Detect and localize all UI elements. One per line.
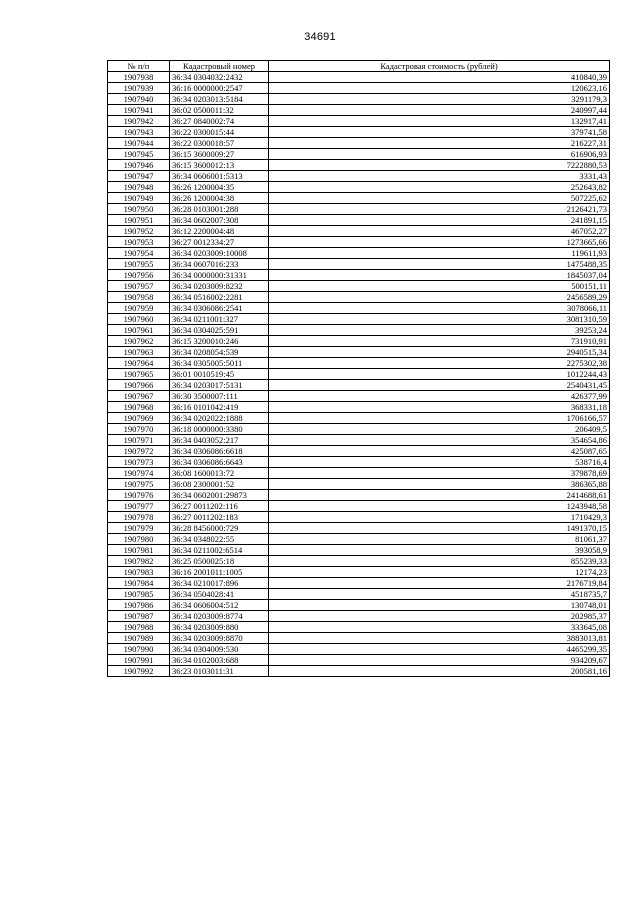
cadastral-value-cell: 410840,39 (269, 72, 610, 83)
cadastral-number-cell: 36:30 3500007:111 (170, 391, 269, 402)
row-number-cell: 1907984 (108, 578, 170, 589)
table-row (108, 358, 610, 369)
row-number-cell: 1907952 (108, 226, 170, 237)
cadastral-number-cell: 36:34 0606004:512 (170, 600, 269, 611)
row-number-cell: 1907955 (108, 259, 170, 270)
cadastral-number-cell: 36:34 0602001:29873 (170, 490, 269, 501)
cadastral-number-cell: 36:34 0306086:2541 (170, 303, 269, 314)
table-row (108, 446, 610, 457)
table-row (108, 391, 610, 402)
cadastral-value-cell: 2540431,45 (269, 380, 610, 391)
cadastral-value-cell: 1845037,04 (269, 270, 610, 281)
cadastral-number-cell: 36:26 1200004:35 (170, 182, 269, 193)
cadastral-value-cell: 2176719,84 (269, 578, 610, 589)
cadastral-value-cell: 120623,16 (269, 83, 610, 94)
row-number-cell: 1907968 (108, 402, 170, 413)
table-row (108, 171, 610, 182)
cadastral-value-cell: 1243948,58 (269, 501, 610, 512)
cadastral-number-cell: 36:27 0012334:27 (170, 237, 269, 248)
row-number-cell: 1907964 (108, 358, 170, 369)
cadastral-value-cell: 241891,15 (269, 215, 610, 226)
cadastral-value-cell: 1273665,66 (269, 237, 610, 248)
cadastral-number-cell: 36:34 0211001:327 (170, 314, 269, 325)
row-number-cell: 1907967 (108, 391, 170, 402)
cadastral-value-cell: 507225,62 (269, 193, 610, 204)
row-number-cell: 1907983 (108, 567, 170, 578)
table-row (108, 534, 610, 545)
cadastral-number-cell: 36:22 0300015:44 (170, 127, 269, 138)
cadastral-value-cell: 2456589,29 (269, 292, 610, 303)
cadastral-number-cell: 36:27 0011202:183 (170, 512, 269, 523)
column-header-cadastral-number: Кадастровый номер (170, 61, 269, 72)
cadastral-number-cell: 36:16 0000000:2547 (170, 83, 269, 94)
row-number-cell: 1907941 (108, 105, 170, 116)
table-row (108, 336, 610, 347)
table-row (108, 314, 610, 325)
row-number-cell: 1907985 (108, 589, 170, 600)
cadastral-value-cell: 379741,58 (269, 127, 610, 138)
cadastral-number-cell: 36:01 0010519:45 (170, 369, 269, 380)
cadastral-number-cell: 36:08 2300001:52 (170, 479, 269, 490)
cadastral-value-cell: 731910,91 (269, 336, 610, 347)
row-number-cell: 1907979 (108, 523, 170, 534)
table-row (108, 160, 610, 171)
table-row (108, 633, 610, 644)
row-number-cell: 1907947 (108, 171, 170, 182)
table-row (108, 226, 610, 237)
table-row (108, 567, 610, 578)
row-number-cell: 1907990 (108, 644, 170, 655)
cadastral-value-cell: 616906,93 (269, 149, 610, 160)
cadastral-value-cell: 2414688,61 (269, 490, 610, 501)
cadastral-number-cell: 36:34 0403052:217 (170, 435, 269, 446)
table-row (108, 402, 610, 413)
cadastral-number-cell: 36:26 1200004:38 (170, 193, 269, 204)
cadastral-value-cell: 206409,5 (269, 424, 610, 435)
cadastral-value-cell: 216227,31 (269, 138, 610, 149)
row-number-cell: 1907980 (108, 534, 170, 545)
cadastral-value-cell: 354654,86 (269, 435, 610, 446)
cadastral-number-cell: 36:34 0211002:6514 (170, 545, 269, 556)
row-number-cell: 1907966 (108, 380, 170, 391)
table-row (108, 380, 610, 391)
row-number-cell: 1907946 (108, 160, 170, 171)
cadastral-value-cell: 368331,18 (269, 402, 610, 413)
table-row (108, 292, 610, 303)
table-row (108, 435, 610, 446)
cadastral-value-cell: 333645,08 (269, 622, 610, 633)
table-row (108, 83, 610, 94)
table-row (108, 369, 610, 380)
cadastral-number-cell: 36:25 0500025:18 (170, 556, 269, 567)
cadastral-value-cell: 12174,23 (269, 567, 610, 578)
cadastral-value-cell: 200581,16 (269, 666, 610, 677)
table-row (108, 468, 610, 479)
row-number-cell: 1907961 (108, 325, 170, 336)
row-number-cell: 1907958 (108, 292, 170, 303)
cadastral-value-table (107, 60, 610, 677)
table-row (108, 138, 610, 149)
row-number-cell: 1907948 (108, 182, 170, 193)
row-number-cell: 1907960 (108, 314, 170, 325)
cadastral-value-cell: 240997,44 (269, 105, 610, 116)
table-row (108, 325, 610, 336)
cadastral-value-cell: 202985,37 (269, 611, 610, 622)
row-number-cell: 1907944 (108, 138, 170, 149)
cadastral-value-cell: 4465299,35 (269, 644, 610, 655)
cadastral-number-cell: 36:34 0202022:1888 (170, 413, 269, 424)
cadastral-number-cell: 36:34 0203009:8870 (170, 633, 269, 644)
table-row (108, 193, 610, 204)
cadastral-value-cell: 2940515,34 (269, 347, 610, 358)
cadastral-number-cell: 36:12 2200004:48 (170, 226, 269, 237)
table-row (108, 556, 610, 567)
page-number: 34691 (304, 31, 336, 43)
table-row (108, 182, 610, 193)
cadastral-value-cell: 426377,99 (269, 391, 610, 402)
cadastral-number-cell: 36:28 8456000:729 (170, 523, 269, 534)
table-row (108, 281, 610, 292)
table-row (108, 644, 610, 655)
row-number-cell: 1907977 (108, 501, 170, 512)
cadastral-number-cell: 36:34 0504028:41 (170, 589, 269, 600)
cadastral-number-cell: 36:15 3600012:13 (170, 160, 269, 171)
cadastral-value-cell: 2126421,73 (269, 204, 610, 215)
cadastral-value-cell: 132917,41 (269, 116, 610, 127)
cadastral-number-cell: 36:34 0210017:896 (170, 578, 269, 589)
row-number-cell: 1907988 (108, 622, 170, 633)
row-number-cell: 1907981 (108, 545, 170, 556)
table-row (108, 600, 610, 611)
row-number-cell: 1907940 (108, 94, 170, 105)
cadastral-value-cell: 1475488,35 (269, 259, 610, 270)
table-body (108, 72, 610, 677)
table-row (108, 589, 610, 600)
cadastral-number-cell: 36:22 0300018:57 (170, 138, 269, 149)
cadastral-number-cell: 36:08 1600013:72 (170, 468, 269, 479)
row-number-cell: 1907970 (108, 424, 170, 435)
table-row (108, 501, 610, 512)
row-number-cell: 1907991 (108, 655, 170, 666)
cadastral-value-cell: 538716,4 (269, 457, 610, 468)
row-number-cell: 1907978 (108, 512, 170, 523)
row-number-cell: 1907992 (108, 666, 170, 677)
cadastral-value-cell: 393058,9 (269, 545, 610, 556)
row-number-cell: 1907942 (108, 116, 170, 127)
cadastral-number-cell: 36:34 0203009:8774 (170, 611, 269, 622)
column-header-number: № п/п (108, 61, 170, 72)
cadastral-number-cell: 36:34 0606001:5313 (170, 171, 269, 182)
table-row (108, 127, 610, 138)
table-row (108, 347, 610, 358)
cadastral-value-cell: 3078066,11 (269, 303, 610, 314)
row-number-cell: 1907986 (108, 600, 170, 611)
cadastral-number-cell: 36:34 0000000:31331 (170, 270, 269, 281)
cadastral-number-cell: 36:34 0304009:530 (170, 644, 269, 655)
row-number-cell: 1907959 (108, 303, 170, 314)
row-number-cell: 1907962 (108, 336, 170, 347)
row-number-cell: 1907975 (108, 479, 170, 490)
row-number-cell: 1907989 (108, 633, 170, 644)
row-number-cell: 1907953 (108, 237, 170, 248)
cadastral-value-cell: 252643,82 (269, 182, 610, 193)
cadastral-value-cell: 81061,37 (269, 534, 610, 545)
table-row (108, 204, 610, 215)
cadastral-number-cell: 36:34 0208054:539 (170, 347, 269, 358)
cadastral-number-cell: 36:34 0203017:5131 (170, 380, 269, 391)
table-row (108, 215, 610, 226)
table-row (108, 523, 610, 534)
table-row (108, 413, 610, 424)
table-row (108, 149, 610, 160)
cadastral-number-cell: 36:15 3200010:246 (170, 336, 269, 347)
cadastral-value-cell: 379878,69 (269, 468, 610, 479)
cadastral-value-cell: 934209,67 (269, 655, 610, 666)
row-number-cell: 1907963 (108, 347, 170, 358)
table-row (108, 72, 610, 83)
cadastral-value-cell: 39253,24 (269, 325, 610, 336)
cadastral-value-cell: 1012244,43 (269, 369, 610, 380)
cadastral-value-cell: 2275302,38 (269, 358, 610, 369)
cadastral-number-cell: 36:34 0306086:6643 (170, 457, 269, 468)
cadastral-number-cell: 36:16 0101042:419 (170, 402, 269, 413)
cadastral-value-cell: 130748,01 (269, 600, 610, 611)
cadastral-number-cell: 36:34 0304032:2432 (170, 72, 269, 83)
row-number-cell: 1907949 (108, 193, 170, 204)
table-row (108, 248, 610, 259)
row-number-cell: 1907982 (108, 556, 170, 567)
cadastral-value-cell: 1706166,57 (269, 413, 610, 424)
row-number-cell: 1907943 (108, 127, 170, 138)
cadastral-number-cell: 36:27 0840002:74 (170, 116, 269, 127)
cadastral-number-cell: 36:34 0203013:5184 (170, 94, 269, 105)
cadastral-number-cell: 36:34 0348022:55 (170, 534, 269, 545)
table-row (108, 622, 610, 633)
row-number-cell: 1907954 (108, 248, 170, 259)
table-header-row (108, 61, 610, 72)
cadastral-value-cell: 500151,11 (269, 281, 610, 292)
cadastral-value-cell: 1491370,15 (269, 523, 610, 534)
cadastral-number-cell: 36:15 3600009:27 (170, 149, 269, 160)
cadastral-number-cell: 36:28 0103001:288 (170, 204, 269, 215)
table-row (108, 545, 610, 556)
row-number-cell: 1907973 (108, 457, 170, 468)
cadastral-value-cell: 3081310,59 (269, 314, 610, 325)
row-number-cell: 1907972 (108, 446, 170, 457)
cadastral-number-cell: 36:34 0102003:688 (170, 655, 269, 666)
table-row (108, 303, 610, 314)
table-row (108, 490, 610, 501)
table-row (108, 259, 610, 270)
cadastral-value-cell: 7222880,53 (269, 160, 610, 171)
table-row (108, 479, 610, 490)
table-row (108, 655, 610, 666)
row-number-cell: 1907971 (108, 435, 170, 446)
row-number-cell: 1907950 (108, 204, 170, 215)
table-row (108, 105, 610, 116)
cadastral-number-cell: 36:34 0203009:10008 (170, 248, 269, 259)
row-number-cell: 1907965 (108, 369, 170, 380)
table-row (108, 457, 610, 468)
row-number-cell: 1907938 (108, 72, 170, 83)
row-number-cell: 1907974 (108, 468, 170, 479)
table-row (108, 116, 610, 127)
table-row (108, 94, 610, 105)
cadastral-value-cell: 119611,93 (269, 248, 610, 259)
cadastral-value-cell: 1710429,3 (269, 512, 610, 523)
row-number-cell: 1907976 (108, 490, 170, 501)
row-number-cell: 1907945 (108, 149, 170, 160)
cadastral-number-cell: 36:34 0304025:591 (170, 325, 269, 336)
row-number-cell: 1907969 (108, 413, 170, 424)
cadastral-number-cell: 36:34 0607016:233 (170, 259, 269, 270)
table-row (108, 512, 610, 523)
row-number-cell: 1907951 (108, 215, 170, 226)
cadastral-number-cell: 36:34 0305005:5011 (170, 358, 269, 369)
table-row (108, 237, 610, 248)
cadastral-value-cell: 855239,33 (269, 556, 610, 567)
row-number-cell: 1907939 (108, 83, 170, 94)
cadastral-number-cell: 36:34 0306086:6618 (170, 446, 269, 457)
cadastral-value-cell: 3331,43 (269, 171, 610, 182)
cadastral-number-cell: 36:34 0602007:308 (170, 215, 269, 226)
table-row (108, 270, 610, 281)
table-row (108, 424, 610, 435)
cadastral-number-cell: 36:34 0203009:8232 (170, 281, 269, 292)
cadastral-number-cell: 36:18 0000000:3380 (170, 424, 269, 435)
cadastral-number-cell: 36:16 2001011:1005 (170, 567, 269, 578)
cadastral-number-cell: 36:27 0011202:116 (170, 501, 269, 512)
cadastral-value-cell: 4518735,7 (269, 589, 610, 600)
cadastral-number-cell: 36:23 0103011:31 (170, 666, 269, 677)
row-number-cell: 1907956 (108, 270, 170, 281)
table-row (108, 611, 610, 622)
cadastral-value-cell: 3883013,81 (269, 633, 610, 644)
cadastral-value-cell: 467052,27 (269, 226, 610, 237)
cadastral-value-cell: 386365,88 (269, 479, 610, 490)
row-number-cell: 1907957 (108, 281, 170, 292)
cadastral-number-cell: 36:34 0203009:880 (170, 622, 269, 633)
row-number-cell: 1907987 (108, 611, 170, 622)
cadastral-number-cell: 36:34 0516002:2281 (170, 292, 269, 303)
column-header-cadastral-value: Кадастровая стоимость (рублей) (269, 61, 610, 72)
cadastral-value-cell: 3291179,3 (269, 94, 610, 105)
table-row (108, 578, 610, 589)
table-row (108, 666, 610, 677)
cadastral-number-cell: 36:02 0500011:32 (170, 105, 269, 116)
cadastral-value-cell: 425087,65 (269, 446, 610, 457)
